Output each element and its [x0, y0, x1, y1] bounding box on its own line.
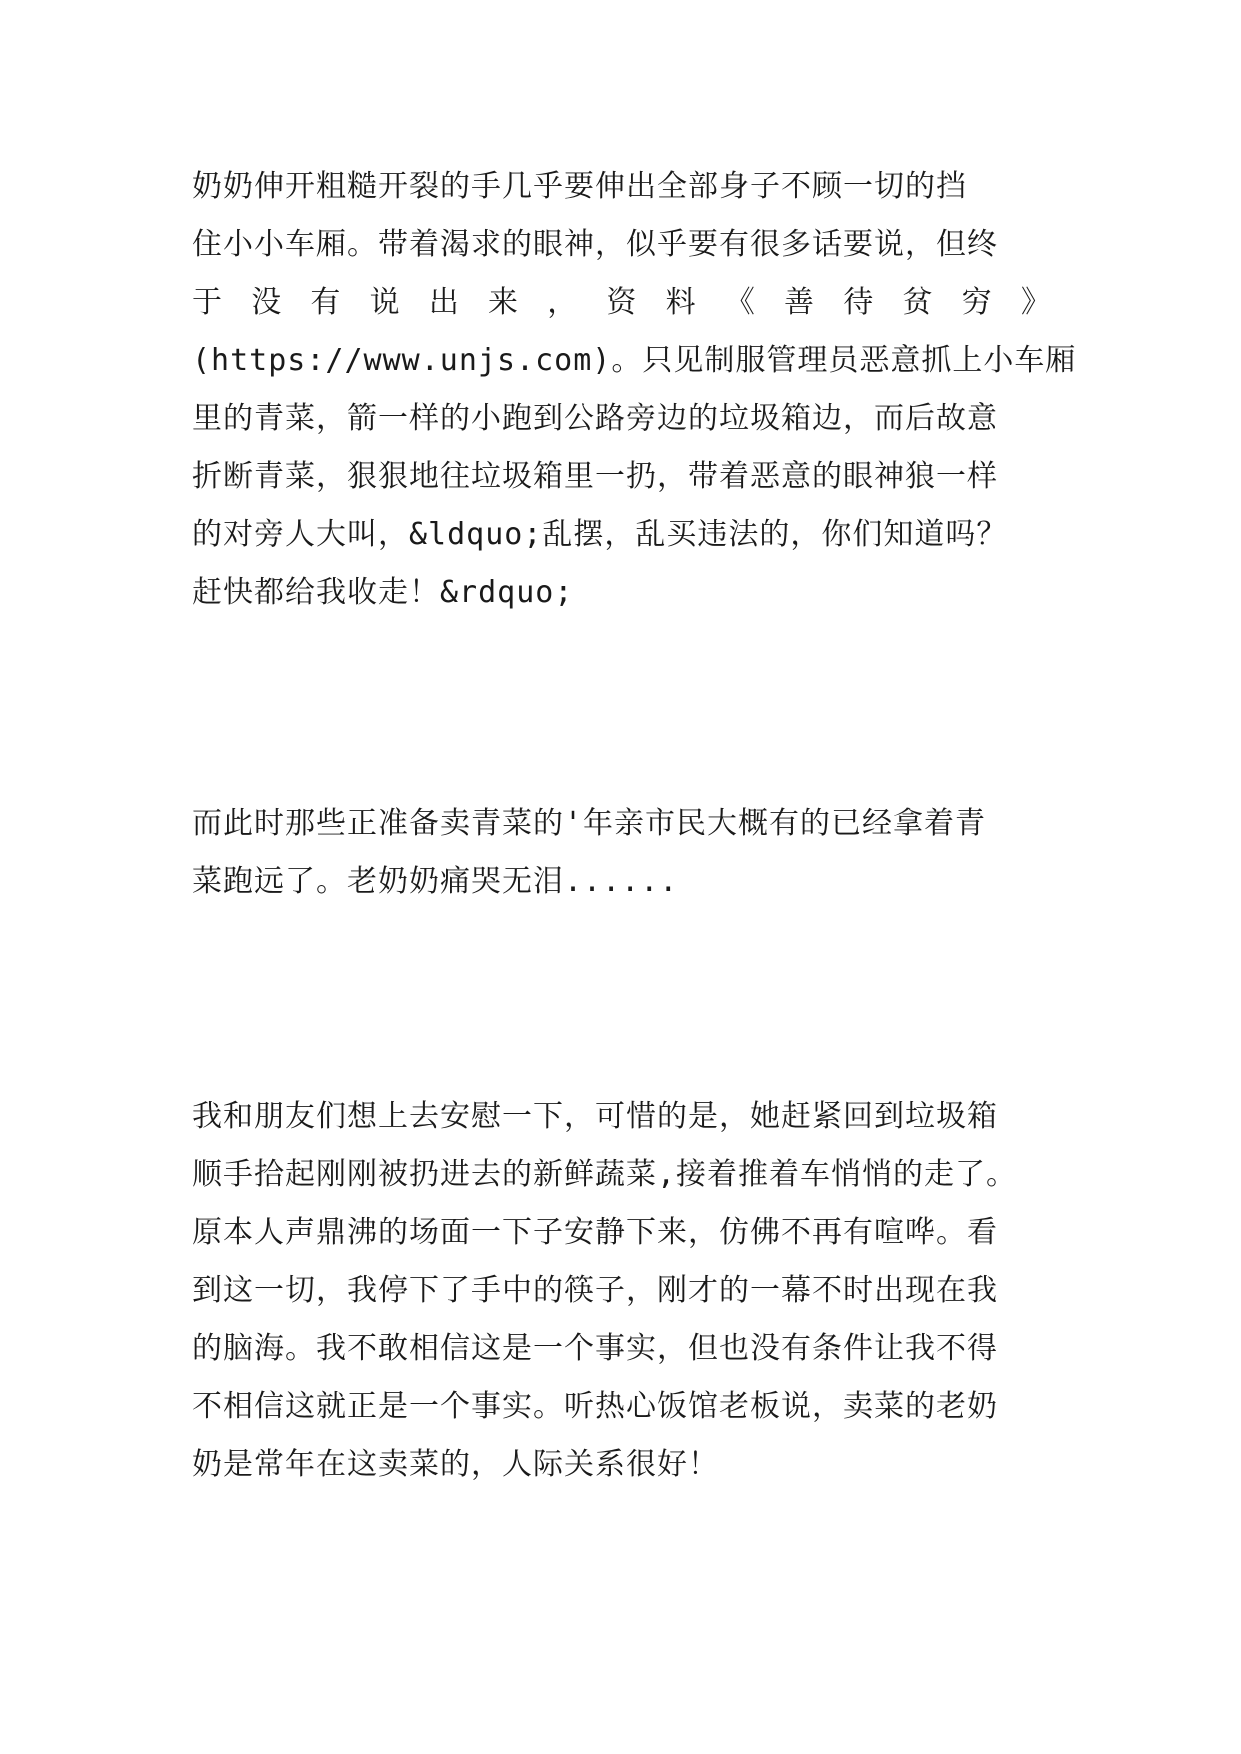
text-line: 的脑海。我不敢相信这是一个事实，但也没有条件让我不得	[192, 1331, 998, 1366]
text-line: 奶奶伸开粗糙开裂的手几乎要伸出全部身子不顾一切的挡	[192, 169, 967, 204]
text-token: 穷	[961, 285, 993, 320]
text-line: 折断青菜，狠狠地往垃圾箱里一扔，带着恶意的眼神狼一样	[192, 459, 998, 494]
text-token: 贫	[902, 285, 934, 320]
text-token: 资	[606, 285, 638, 320]
text-line: 到这一切，我停下了手中的筷子，刚才的一幕不时出现在我	[192, 1273, 998, 1308]
text-token: 料	[665, 285, 697, 320]
text-token: ，	[547, 285, 579, 320]
text-token: 《	[724, 285, 756, 320]
paragraph-3	[192, 1088, 1052, 1494]
text-token: 善	[784, 285, 816, 320]
text-token: 于	[192, 285, 223, 320]
text-line: 菜跑远了。老奶奶痛哭无泪......	[192, 864, 679, 899]
text-token: 来	[488, 285, 520, 320]
text-token: 没	[251, 285, 283, 320]
text-line: 顺手拾起刚刚被扔进去的新鲜蔬菜,接着推着车悄悄的走了。	[192, 1157, 1018, 1192]
text-token: 待	[843, 285, 875, 320]
text-token: 》	[1020, 285, 1052, 320]
text-line-justified	[192, 274, 1052, 332]
text-line: 赶快都给我收走！&rdquo;	[192, 575, 574, 610]
text-line: 的对旁人大叫，&ldquo;乱摆，乱买违法的，你们知道吗？	[192, 517, 1008, 552]
text-line: 而此时那些正准备卖青菜的'年亲市民大概有的已经拿着青	[192, 806, 987, 841]
text-line: 我和朋友们想上去安慰一下，可惜的是，她赶紧回到垃圾箱	[192, 1099, 998, 1134]
text-line: 不相信这就正是一个事实。听热心饭馆老板说，卖菜的老奶	[192, 1389, 998, 1424]
text-line: (https://www.unjs.com)。只见制服管理员恶意抓上小车厢	[192, 343, 1077, 378]
text-line: 里的青菜，箭一样的小跑到公路旁边的垃圾箱边，而后故意	[192, 401, 998, 436]
paragraph-1	[192, 158, 1077, 622]
text-line: 住小小车厢。带着渴求的眼神，似乎要有很多话要说，但终	[192, 227, 998, 262]
text-token: 有	[310, 285, 342, 320]
text-token: 说	[369, 285, 401, 320]
text-token: 出	[428, 285, 460, 320]
text-line: 奶是常年在这卖菜的，人际关系很好！	[192, 1447, 719, 1482]
text-line: 原本人声鼎沸的场面一下子安静下来，仿佛不再有喧哗。看	[192, 1215, 998, 1250]
paragraph-2	[192, 795, 1052, 911]
